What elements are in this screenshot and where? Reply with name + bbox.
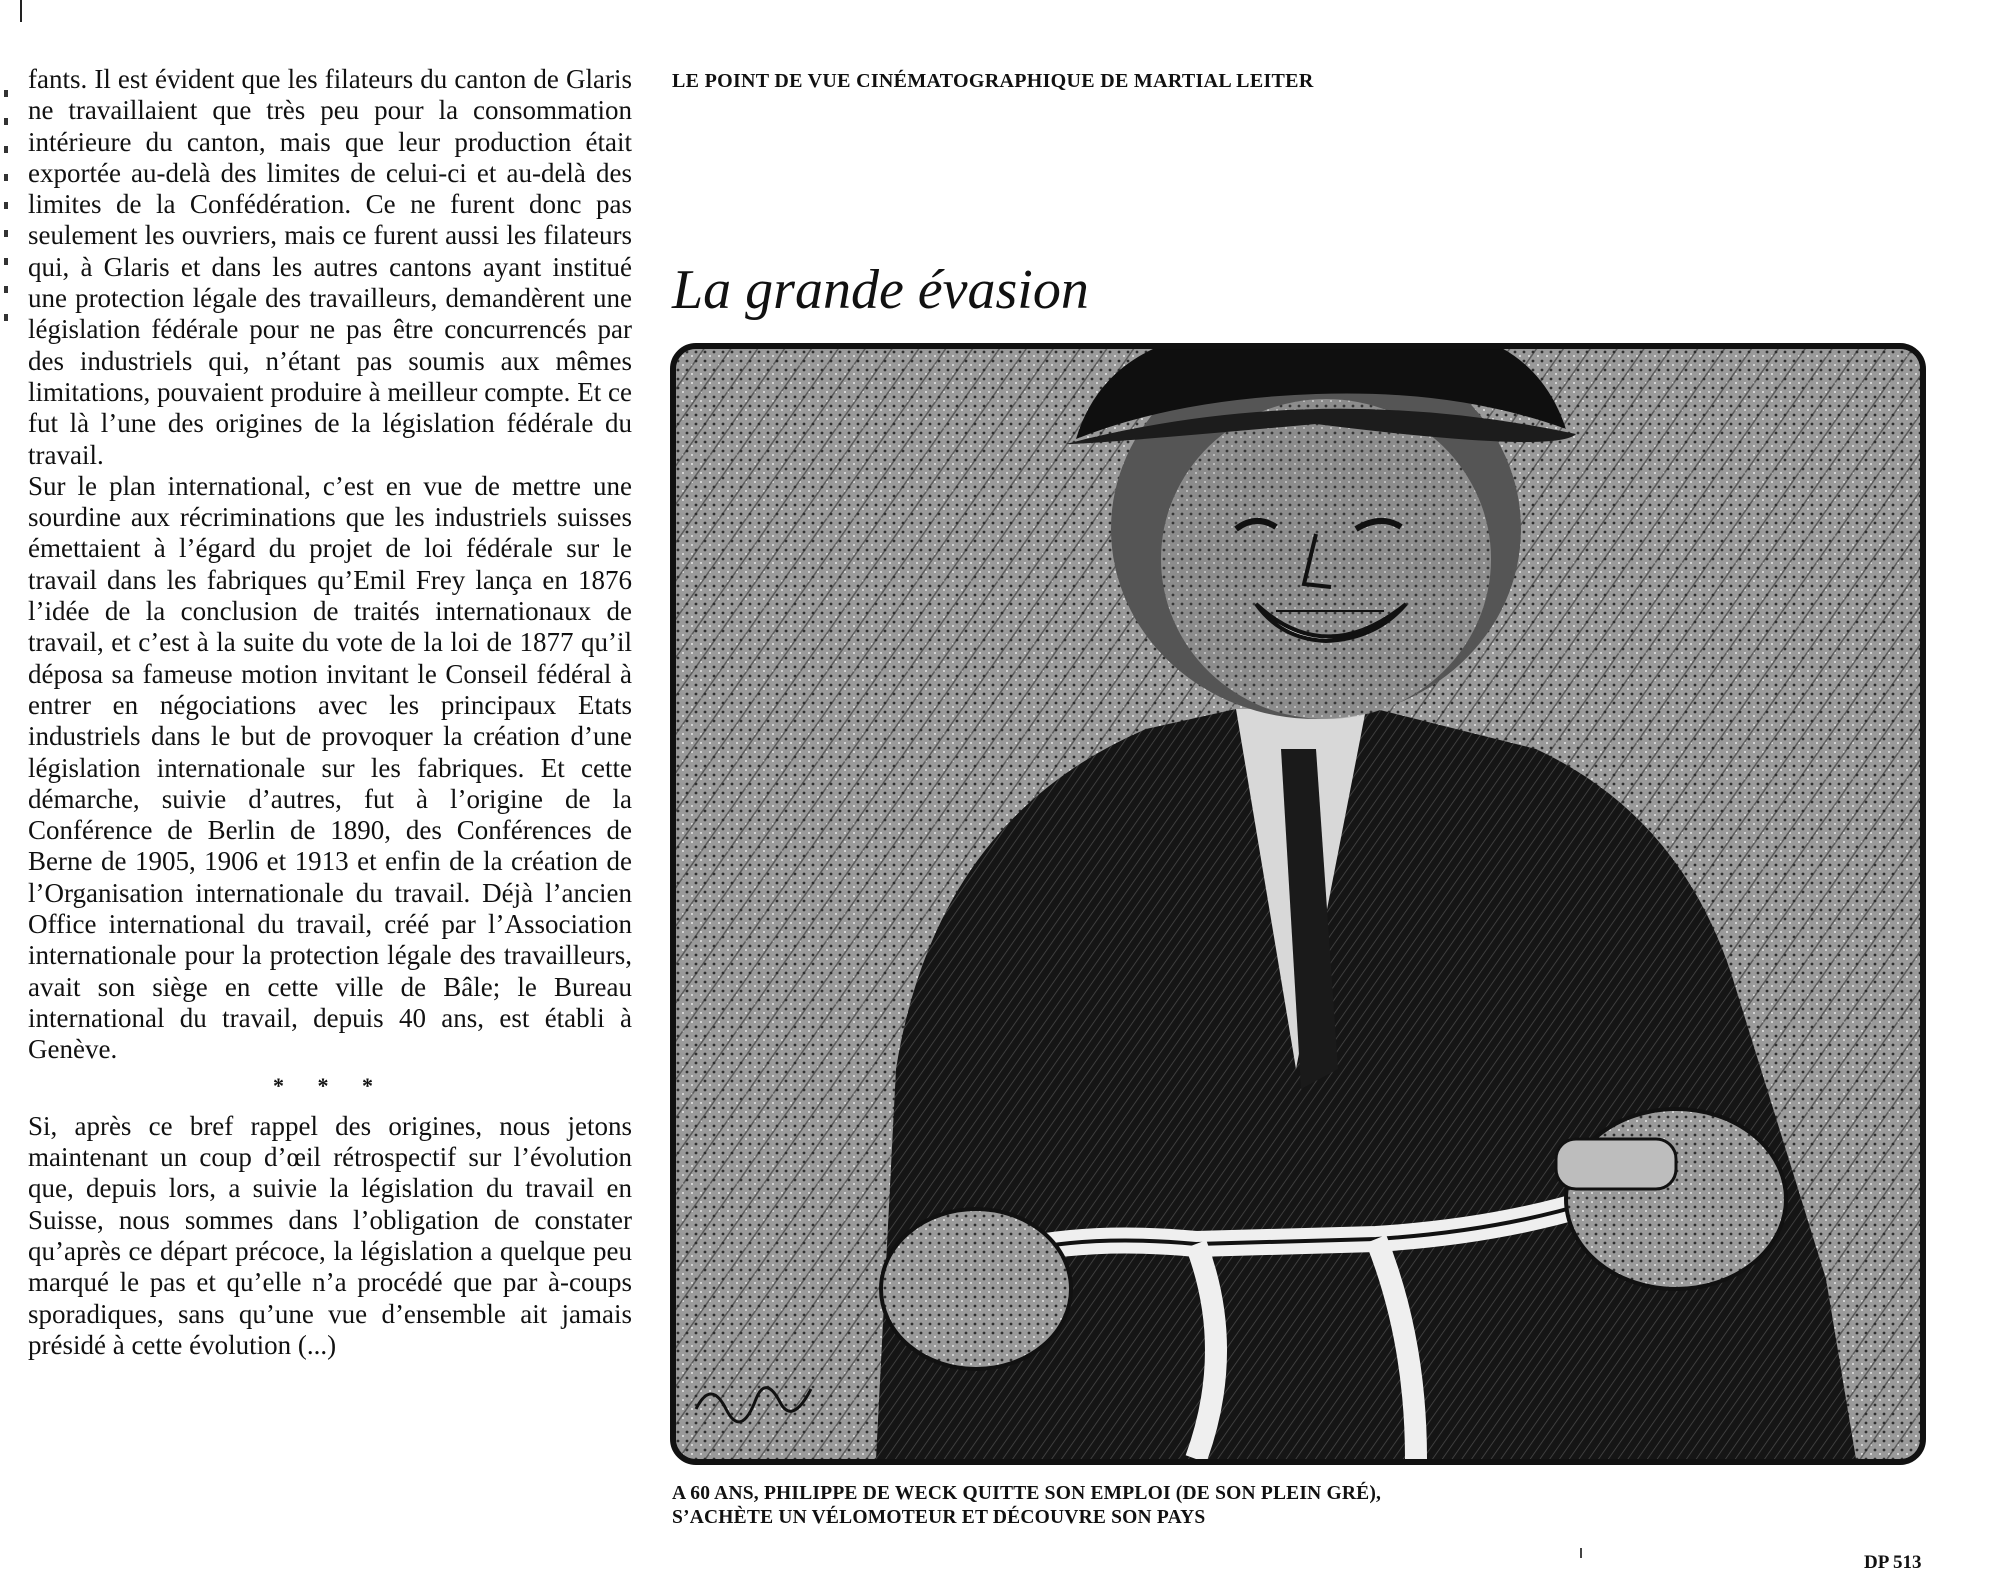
- face-shading: [1161, 399, 1491, 719]
- article-paragraph-2: Sur le plan international, c’est en vue de mettre une sourdine aux récriminations que les industriels suisses émettaient à l’égard du projet de loi fédérale sur le travail dans les fabriques qu’Emil Frey lança en 1876 l’idée de la conclusion de traités internationaux de travail, et c’est à la suite du vote de la loi de 1877 qu’il déposa sa fameuse motion invitant le Conseil fédéral à entrer en négociations avec les principaux Etats industriels dans le but de provoquer la création d’une législation internationale sur les fabriques. Et cette démarche, suivie d’autres, fut à l’origine de la Conférence de Berlin de 1890, des Conférences de Berne de 1905, 1906 et 1913 et enfin de la création de l’Organisation internationale du travail. Déjà l’ancien Office international du travail, créé par l’Association internationale pour la protection légale des travailleurs, avait son siège en cette ville de Bâle; le Bureau international du travail, depuis 40 ans, est établi à Genève.: [28, 470, 632, 1065]
- cartoon-illustration: [670, 343, 1926, 1465]
- print-mark: [1580, 1548, 1582, 1558]
- article-text-column: [28, 64, 632, 1361]
- article-paragraph-1: fants. Il est évident que les filateurs du canton de Glaris ne travaillaient que très peu pour la consommation intérieure du canton, mais que leur production était exportée au-delà des limites de celui-ci et au-delà des limites de la Confédération. Ce ne furent donc pas seulement les ouvriers, mais ce furent aussi les filateurs qui, à Glaris et dans les autres cantons ayant institué une protection légale des travailleurs, demandèrent une législation fédérale pour ne pas être concurrencés par des industriels qui, n’étant pas soumis aux mêmes limitations, pouvaient produire à meilleur compte. Et ce fut là l’une des origines de la législation fédérale du travail.: [28, 64, 632, 470]
- cartoon-caption: [672, 1482, 1381, 1530]
- previous-column-edge: [0, 90, 14, 350]
- article-paragraph-3: Si, après ce bref rappel des origines, nous jetons maintenant un coup d’œil rétrospectif sur l’évolution que, depuis lors, a suivie la législation du travail en Suisse, nous sommes dans l’obligation de constater qu’après ce départ précoce, la législation a quelque peu marqué le pas et qu’elle n’a procédé que par à-coups sporadiques, sans qu’une vue d’ensemble ait jamais présidé à cette évolution (...): [28, 1110, 632, 1360]
- cartoon-drawing: [676, 349, 1920, 1459]
- caption-line-1: A 60 ANS, PHILIPPE DE WECK QUITTE SON EMPLOI (DE SON PLEIN GRÉ),: [672, 1483, 1382, 1504]
- section-separator: * * *: [273, 1072, 387, 1098]
- left-hand: [881, 1209, 1071, 1369]
- cartoon-kicker: LE POINT DE VUE CINÉMATOGRAPHIQUE DE MARTIAL LEITER: [672, 70, 1314, 92]
- caption-line-2: S’ACHÈTE UN VÉLOMOTEUR ET DÉCOUVRE SON PAYS: [672, 1507, 1206, 1528]
- cartoon-title: La grande évasion: [672, 259, 1089, 321]
- shirt-cuff: [1556, 1139, 1676, 1189]
- right-hand: [1566, 1109, 1786, 1289]
- binding-mark: [20, 0, 22, 22]
- page-folio: DP 513: [1864, 1552, 1922, 1573]
